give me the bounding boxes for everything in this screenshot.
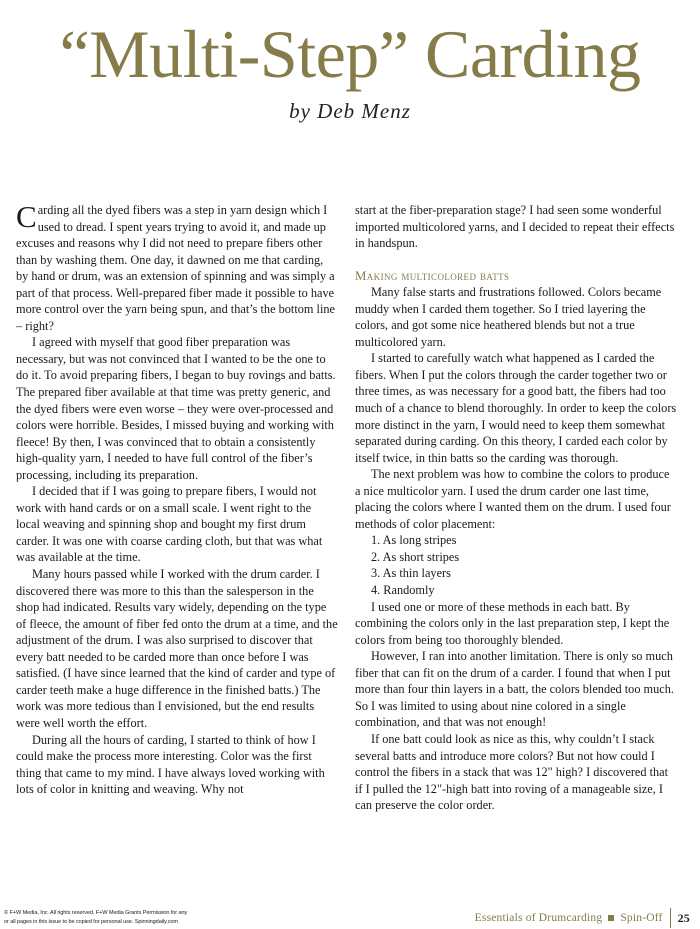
paragraph: start at the fiber-preparation stage? I had seen some wonderful imported multicolored yarns, and I decided to repeat their effects in handspun. <box>355 203 675 251</box>
list-item: 1. As long stripes <box>371 533 457 548</box>
page-number: 25 <box>677 910 690 925</box>
paragraph: However, I ran into another limitation. There is only so much fiber that can fit on the drum of a carder. I found that when I put more than four thin layers in a batt, the colors blended too much. So I was limited to using about nine colored in a single combination, and that was not enough! <box>355 649 674 730</box>
paragraph: If one batt could look as nice as this, why couldn’t I stack several batts and introduce more colors? But not how could I control the fibers in a stack that was 12" high? I discovered that if I pulled the 12"-high batt into roving of a manageable size, I can preserve the color order. <box>355 731 669 813</box>
copyright-line: © F+W Media, Inc. All rights reserved. F+W Media Grants Permission for any <box>4 910 188 916</box>
paragraph: Many hours passed while I worked with the drum carder. I discovered there was more to this than the salesperson in the shop had indicated. Results vary widely, depending on the type of fleece, the amount of fiber fed onto the drum at a time, and the adjustment of the drum. I was also surprised to discover that every batt needed to be carded more than once before I was satisfied. (I have since learned that the kind of carder and type of carder teeth make a huge difference in the finished batts.) The work was more tedious than I envisioned, but the end results were well worth the effort. <box>16 567 338 730</box>
page-footer <box>475 908 690 928</box>
paragraph: I decided that if I was going to prepare fibers, I would not work with hand cards or on a small scale. I went right to the local weaving and spinning shop and bought my first drum carder. It was one with coarse carding cloth, but that was what was available at the time. <box>16 484 323 565</box>
copyright-line: or all pages in this issue to be copied for personal use. Spinningdaily.com <box>4 919 178 925</box>
paragraph-text: arding all the dyed fibers was a step in yarn design which I used to dread. I spent years trying to avoid it, and made up excuses and reasons why I did not need to prepare fibers other than by washing them. One day, it dawned on me that carding, by hand or drum, was an extension of spinning and was simply a part of that process. Well-prepared fiber made it possible to have more control over the yarn being spun, and that’s the bottom line – right? <box>16 203 335 333</box>
list-item: 3. As thin layers <box>371 566 451 581</box>
magazine-name: Spin-Off <box>620 912 663 924</box>
copyright-notice <box>4 909 254 927</box>
drop-cap: C <box>16 199 37 234</box>
list-item: 2. As short stripes <box>371 549 460 564</box>
paragraph: I used one or more of these methods in each batt. By combining the colors only in the last preparation step, I kept the colors from being too thoroughly blended. <box>355 599 670 647</box>
paragraph: During all the hours of carding, I started to think of how I could make the process more interesting. Color was the first thing that came to my mind. I have always loved working with lots of color in knitting and weaving. Why not <box>16 732 325 797</box>
placement-methods-list <box>355 532 677 598</box>
right-column <box>355 202 677 814</box>
paragraph: Many false starts and frustrations followed. Colors became muddy when I carded them together. So I tried layering the colors, and got some nice heathered blends but not a true multicolored yarn. <box>355 285 662 349</box>
paragraph: I started to carefully watch what happened as I carded the fibers. When I put the colors through the carder together two or three times, as was necessary for a good batt, the fibers had too much of a chance to blend thoroughly. In order to keep the colors more distinct in the yarn, I would need to keep them somewhat separated during carding. On this theory, I carded each color by itself twice, in thin batts so the carding was thorough. <box>355 351 677 465</box>
publication-title: Essentials of Drumcarding <box>474 912 603 924</box>
paragraph <box>16 199 338 334</box>
section-heading: Making multicolored batts <box>355 268 510 283</box>
article-byline: by Deb Menz <box>289 99 411 123</box>
paragraph: I agreed with myself that good fiber preparation was necessary, but was not convinced that I wanted to be the one to do it. To avoid preparing fibers, I began to buy rovings and batts. The prepared fiber available at that time was pretty generic, and the dyed fibers were even worse – they were over-processed and colors were horrible. Besides, I missed buying and working with fleece! By then, I was convinced that to obtain a consistently high-quality yarn, I needed to have full control of the fiber’s processing, including its preparation. <box>16 335 336 482</box>
square-bullet-icon <box>608 915 614 921</box>
paragraph: The next problem was how to combine the colors to produce a nice multicolor yarn. I used the drum carder one last time, placing the colors where I wanted them on the drum. I used four methods of color placement: <box>355 467 671 531</box>
left-column <box>16 199 338 798</box>
article-title: “Multi-Step” Carding <box>59 16 641 92</box>
list-item: 4. Randomly <box>371 583 435 598</box>
divider <box>670 908 671 928</box>
